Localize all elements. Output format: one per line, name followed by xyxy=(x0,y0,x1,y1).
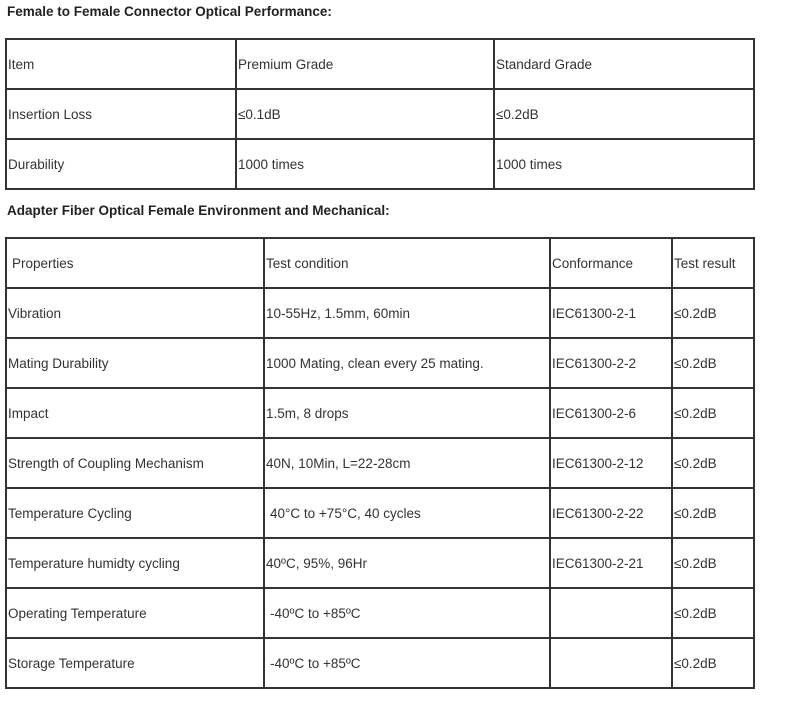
table-cell: IEC61300-2-2 xyxy=(550,338,672,388)
header-cell: Conformance xyxy=(550,238,672,288)
table-row xyxy=(6,288,754,338)
optical-performance-table xyxy=(5,38,755,190)
table-cell: ≤0.1dB xyxy=(236,89,494,139)
table-cell: ≤0.2dB xyxy=(672,588,754,638)
header-cell: Test condition xyxy=(264,238,550,288)
table-cell: ≤0.2dB xyxy=(672,488,754,538)
table-cell: IEC61300-2-21 xyxy=(550,538,672,588)
table-cell: ≤0.2dB xyxy=(672,338,754,388)
header-cell: Test result xyxy=(672,238,754,288)
table-cell: ≤0.2dB xyxy=(672,538,754,588)
table-row xyxy=(6,638,754,688)
table-row xyxy=(6,438,754,488)
table-cell: Storage Temperature xyxy=(6,638,264,688)
table-cell: ≤0.2dB xyxy=(672,288,754,338)
table-cell: ≤0.2dB xyxy=(672,438,754,488)
table-cell: -40ºC to +85ºC xyxy=(264,588,550,638)
section-heading-environment-mechanical: Adapter Fiber Optical Female Environment and Mechanical: xyxy=(7,203,390,218)
table-cell: Insertion Loss xyxy=(6,89,236,139)
table-cell: Temperature Cycling xyxy=(6,488,264,538)
table-header-row xyxy=(6,238,754,288)
table-cell: 40ºC, 95%, 96Hr xyxy=(264,538,550,588)
table-cell: IEC61300-2-6 xyxy=(550,388,672,438)
table-cell: 10-55Hz, 1.5mm, 60min xyxy=(264,288,550,338)
table-cell: IEC61300-2-22 xyxy=(550,488,672,538)
header-cell: Standard Grade xyxy=(494,39,754,89)
table-cell: 1000 times xyxy=(494,139,754,189)
table-cell: 1.5m, 8 drops xyxy=(264,388,550,438)
table-cell: Operating Temperature xyxy=(6,588,264,638)
table-cell: ≤0.2dB xyxy=(672,388,754,438)
table-cell: Impact xyxy=(6,388,264,438)
table-cell xyxy=(550,588,672,638)
table-row xyxy=(6,89,754,139)
table-cell: IEC61300-2-12 xyxy=(550,438,672,488)
table-cell: Vibration xyxy=(6,288,264,338)
table-cell: 1000 Mating, clean every 25 mating. xyxy=(264,338,550,388)
table-row xyxy=(6,488,754,538)
table-cell: ≤0.2dB xyxy=(494,89,754,139)
header-cell: Premium Grade xyxy=(236,39,494,89)
table-row xyxy=(6,139,754,189)
table-cell: 1000 times xyxy=(236,139,494,189)
table-cell xyxy=(550,638,672,688)
table-row xyxy=(6,338,754,388)
table-cell: ≤0.2dB xyxy=(672,638,754,688)
table-cell: Temperature humidty cycling xyxy=(6,538,264,588)
table-cell: Strength of Coupling Mechanism xyxy=(6,438,264,488)
table-row xyxy=(6,588,754,638)
table-cell: 40N, 10Min, L=22-28cm xyxy=(264,438,550,488)
header-cell: Properties xyxy=(6,238,264,288)
table-row xyxy=(6,538,754,588)
environment-mechanical-table xyxy=(5,237,755,689)
table-cell: IEC61300-2-1 xyxy=(550,288,672,338)
header-cell: Item xyxy=(6,39,236,89)
table-cell: 40°C to +75°C, 40 cycles xyxy=(264,488,550,538)
table-cell: Mating Durability xyxy=(6,338,264,388)
table-row xyxy=(6,388,754,438)
table-header-row xyxy=(6,39,754,89)
table-cell: -40ºC to +85ºC xyxy=(264,638,550,688)
section-heading-optical-performance: Female to Female Connector Optical Performance: xyxy=(7,4,332,19)
table-cell: Durability xyxy=(6,139,236,189)
